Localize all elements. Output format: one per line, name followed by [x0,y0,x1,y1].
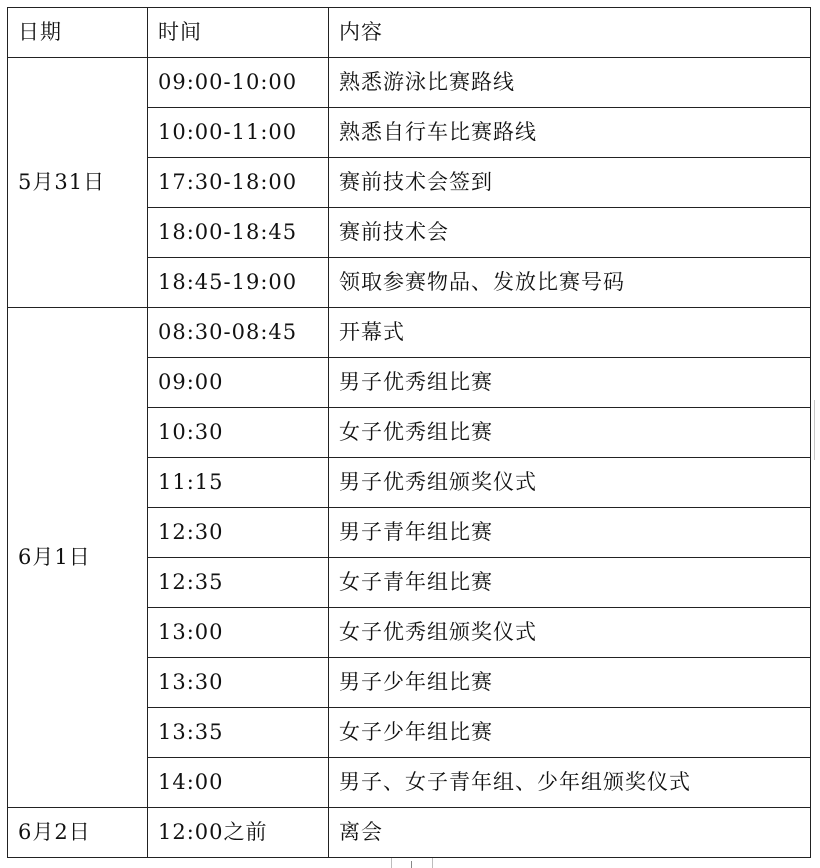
header-content: 内容 [329,8,811,58]
time-cell: 18:45-19:00 [148,258,329,308]
time-cell: 12:00之前 [148,808,329,858]
resize-tick-icon [411,861,412,868]
content-cell: 男子优秀组比赛 [329,358,811,408]
header-row [8,8,811,58]
time-cell: 10:30 [148,408,329,458]
content-cell: 熟悉游泳比赛路线 [329,58,811,108]
table-row [8,58,811,108]
time-cell: 12:35 [148,558,329,608]
table-row [8,308,811,358]
time-cell: 13:30 [148,658,329,708]
table-resize-handle[interactable] [391,858,433,868]
time-cell: 08:30-08:45 [148,308,329,358]
date-cell: 6月2日 [8,808,148,858]
time-cell: 11:15 [148,458,329,508]
content-cell: 女子优秀组比赛 [329,408,811,458]
page-edge-rule [814,400,820,460]
time-cell: 18:00-18:45 [148,208,329,258]
header-date: 日期 [8,8,148,58]
time-cell: 09:00 [148,358,329,408]
content-cell: 女子少年组比赛 [329,708,811,758]
content-cell: 熟悉自行车比赛路线 [329,108,811,158]
content-cell: 男子少年组比赛 [329,658,811,708]
content-cell: 女子优秀组颁奖仪式 [329,608,811,658]
table-row [8,808,811,858]
schedule-table [7,7,811,858]
time-cell: 10:00-11:00 [148,108,329,158]
schedule-sheet [7,7,811,858]
content-cell: 男子、女子青年组、少年组颁奖仪式 [329,758,811,808]
content-cell: 女子青年组比赛 [329,558,811,608]
content-cell: 赛前技术会签到 [329,158,811,208]
time-cell: 09:00-10:00 [148,58,329,108]
header-time: 时间 [148,8,329,58]
time-cell: 14:00 [148,758,329,808]
content-cell: 赛前技术会 [329,208,811,258]
content-cell: 开幕式 [329,308,811,358]
date-cell: 6月1日 [8,308,148,808]
content-cell: 男子优秀组颁奖仪式 [329,458,811,508]
content-cell: 男子青年组比赛 [329,508,811,558]
time-cell: 12:30 [148,508,329,558]
time-cell: 17:30-18:00 [148,158,329,208]
time-cell: 13:35 [148,708,329,758]
content-cell: 领取参赛物品、发放比赛号码 [329,258,811,308]
date-cell: 5月31日 [8,58,148,308]
time-cell: 13:00 [148,608,329,658]
content-cell: 离会 [329,808,811,858]
